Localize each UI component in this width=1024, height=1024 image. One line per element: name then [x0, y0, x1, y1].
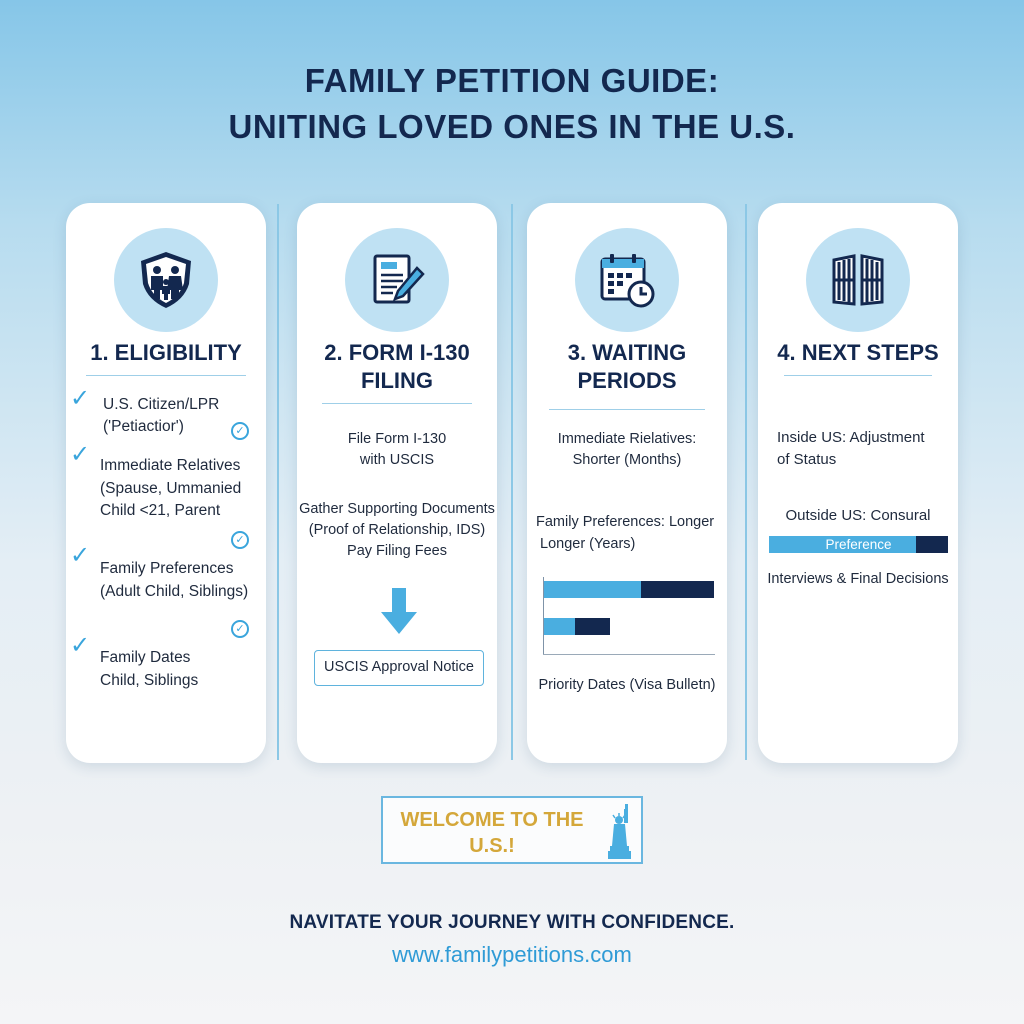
waiting-line-1: Immediate Rielatives:	[557, 431, 697, 447]
waiting-line-3: Family Preferences: Longer	[536, 514, 715, 530]
circle-check-icon: ✓	[231, 531, 249, 549]
filing-title	[297, 339, 497, 395]
footer-tagline: NAVITATE YOUR JOURNEY WITH CONFIDENCE.	[289, 912, 735, 933]
circle-check-icon: ✓	[231, 422, 249, 440]
filing-line-1: File Form I-130	[347, 431, 447, 447]
waiting-title-rule	[549, 409, 705, 410]
welcome-box	[381, 796, 643, 864]
waiting-bar-1-light	[544, 581, 641, 598]
waiting-bar-2-light	[544, 618, 575, 635]
waiting-bar-chart	[543, 577, 715, 657]
filing-line-2: with USCIS	[359, 452, 435, 468]
filing-line-5: Pay Filing Fees	[347, 543, 447, 559]
next-line-2: of Status	[777, 451, 837, 468]
separator-2	[511, 204, 513, 760]
welcome-line-2: U.S.!	[469, 835, 515, 857]
statue-of-liberty-icon	[605, 804, 635, 860]
filing-title-rule	[322, 403, 472, 404]
eligibility-item-3-line-2: (Adult Child, Siblings)	[100, 583, 249, 600]
next-steps-card	[758, 203, 958, 763]
filing-line-3: Gather Supporting Documents	[299, 501, 495, 517]
eligibility-card	[66, 203, 266, 763]
waiting-title	[527, 339, 727, 395]
arrow-down-icon	[381, 588, 417, 634]
waiting-title-line-1: 3. WAITING	[567, 340, 687, 365]
eligibility-title: 1. ELIGIBILITY	[90, 340, 242, 365]
separator-1	[277, 204, 279, 760]
waiting-line-4: Longer (Years)	[540, 536, 636, 552]
eligibility-item-1-line-1: U.S. Citizen/LPR	[103, 396, 220, 413]
next-steps-title-rule	[784, 375, 932, 376]
family-shield-icon	[136, 250, 196, 310]
waiting-bar-baseline	[543, 654, 715, 655]
next-line-4: Interviews & Final Decisions	[767, 571, 949, 587]
eligibility-title-rule	[86, 375, 246, 376]
eligibility-item-4-line-2: Child, Siblings	[100, 672, 199, 689]
filing-title-line-2: FILING	[360, 368, 434, 393]
waiting-line-2: Shorter (Months)	[572, 452, 682, 468]
footer-url-link[interactable]: www.familypetitions.com	[392, 942, 632, 967]
gate-icon	[828, 250, 888, 310]
check-icon: ✓	[70, 441, 91, 468]
eligibility-item-4-line-1: Family Dates	[100, 649, 191, 666]
waiting-bar-2-dark	[575, 618, 610, 635]
waiting-footer: Priority Dates (Visa Bulletn)	[538, 677, 716, 693]
next-line-3: Outside US: Consural	[785, 507, 931, 524]
filing-line-4: (Proof of Relationship, IDS)	[308, 522, 486, 538]
eligibility-icon-circle	[114, 228, 218, 332]
separator-3	[745, 204, 747, 760]
next-steps-title: 4. NEXT STEPS	[777, 340, 939, 365]
waiting-bar-1-dark	[641, 581, 714, 598]
waiting-icon-circle	[575, 228, 679, 332]
filing-icon-circle	[345, 228, 449, 332]
filing-title-line-1: 2. FORM I-130	[324, 340, 470, 365]
circle-check-icon: ✓	[231, 620, 249, 638]
calendar-clock-icon	[597, 250, 657, 310]
document-pen-icon	[367, 250, 427, 310]
check-icon: ✓	[70, 632, 91, 659]
preference-bar	[769, 536, 948, 553]
title-line-1: FAMILY PETITION GUIDE:	[304, 62, 720, 99]
check-icon: ✓	[70, 542, 91, 569]
eligibility-item-3-line-1: Family Preferences	[100, 560, 234, 577]
eligibility-item-2-line-3: Child <21, Parent	[100, 502, 221, 519]
filing-card	[297, 203, 497, 763]
welcome-line-1: WELCOME TO THE	[400, 809, 584, 831]
page-title	[0, 58, 1024, 150]
welcome-text	[383, 807, 601, 859]
title-line-2: UNITING LOVED ONES IN THE U.S.	[228, 108, 796, 145]
waiting-title-line-2: PERIODS	[577, 368, 677, 393]
next-steps-icon-circle	[806, 228, 910, 332]
eligibility-item-2-line-1: Immediate Relatives	[100, 457, 241, 474]
check-icon: ✓	[70, 385, 91, 412]
next-line-1: Inside US: Adjustment	[777, 429, 925, 446]
approval-notice-box: USCIS Approval Notice	[314, 650, 484, 686]
eligibility-item-2-line-2: (Spause, Ummanied	[100, 480, 242, 497]
eligibility-item-1-line-2: ('Petiactior')	[103, 418, 184, 435]
waiting-card	[527, 203, 727, 763]
preference-bar-label: Preference	[825, 537, 892, 552]
